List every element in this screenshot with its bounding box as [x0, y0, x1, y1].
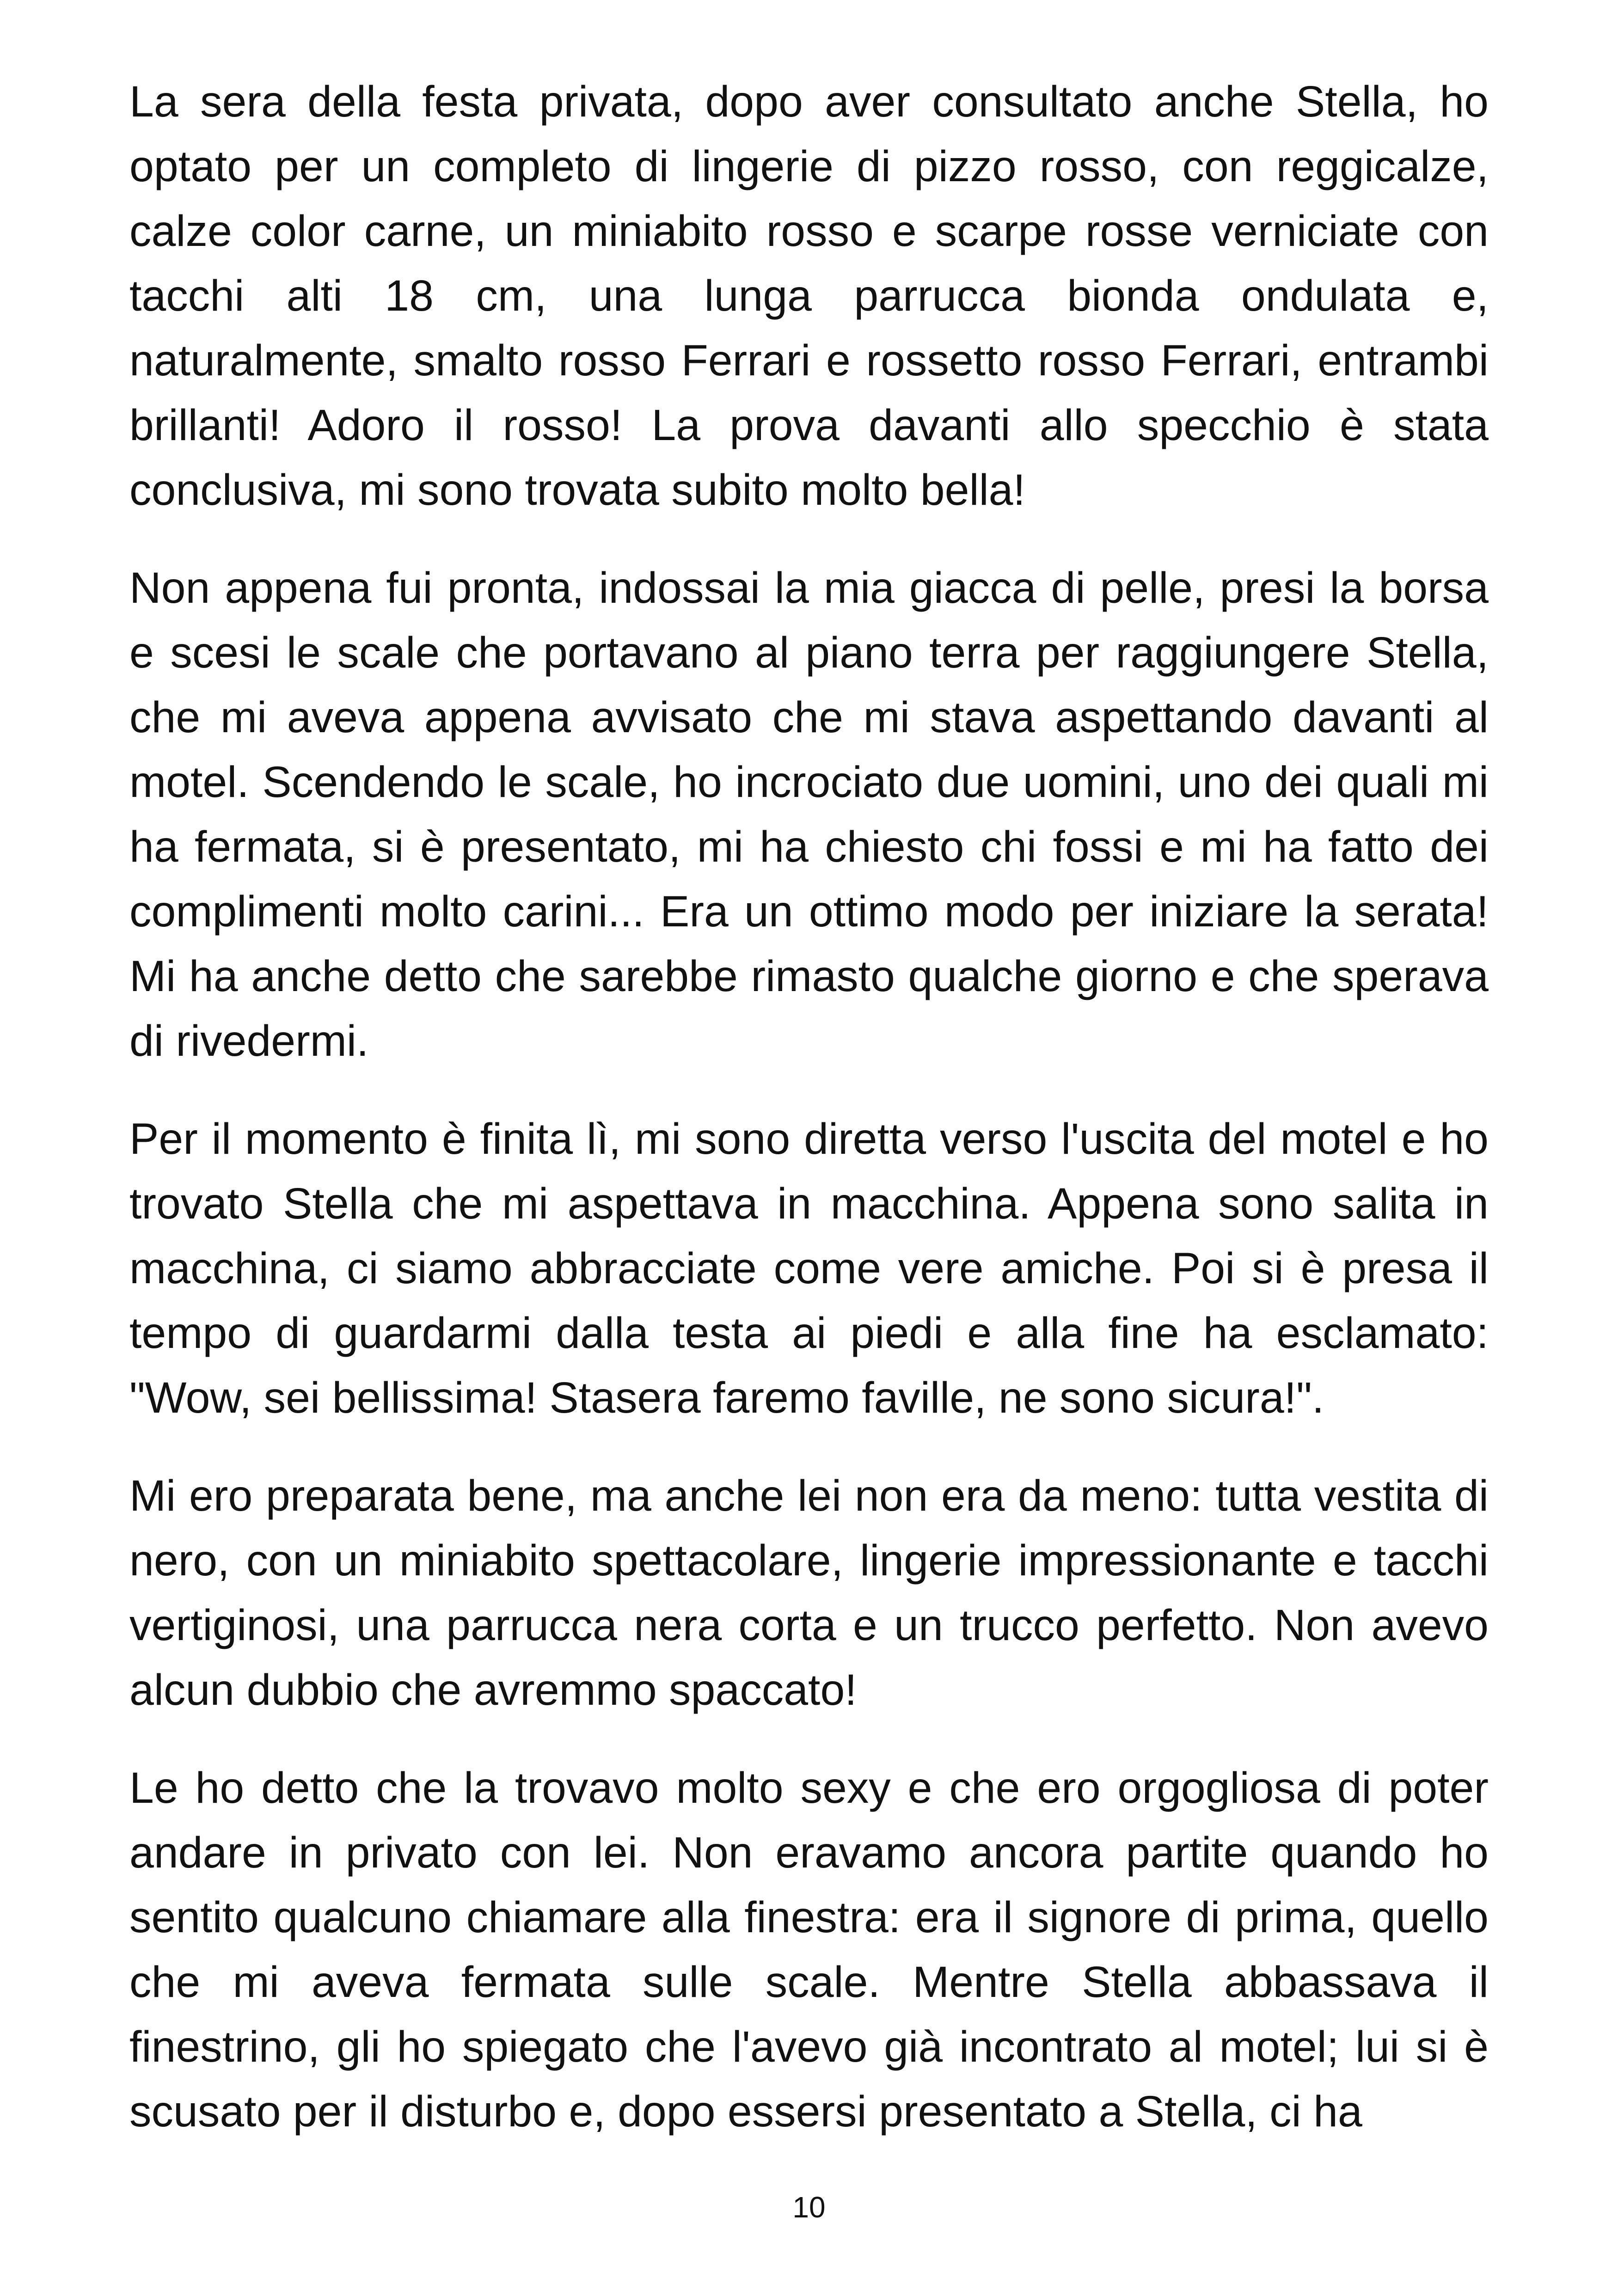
body-text [129, 69, 1489, 2177]
paragraph-4: Mi ero preparata bene, ma anche lei non era da meno: tutta vestita di nero, con un miniabito spettacolare, lingerie impressionante e tacchi vertiginosi, una parrucca nera corta e un trucco perfetto. Non avevo alcun dubbio che avremmo spaccato! [129, 1471, 1489, 1714]
paragraph-3: Per il momento è finita lì, mi sono diretta verso l'uscita del motel e ho trovato Stella che mi aspettava in macchina. Appena sono salita in macchina, ci siamo abbracciate come vere amiche. Poi si è presa il tempo di guardarmi dalla testa ai piedi e alla fine ha esclamato: "Wow, sei bellissima! Stasera faremo faville, ne sono sicura!". [129, 1114, 1489, 1422]
paragraph-1: La sera della festa privata, dopo aver consultato anche Stella, ho optato per un completo di lingerie di pizzo rosso, con reggicalze, calze color carne, un miniabito rosso e scarpe rosse verniciate con tacchi alti 18 cm, una lunga parrucca bionda ondulata e, naturalmente, smalto rosso Ferrari e rossetto rosso Ferrari, entrambi brillanti! Adoro il rosso! La prova davanti allo specchio è stata conclusiva, mi sono trovata subito molto bella! [129, 77, 1489, 514]
page-number: 10 [792, 2191, 826, 2224]
paragraph-2: Non appena fui pronta, indossai la mia giacca di pelle, presi la borsa e scesi le scale che portavano al piano terra per raggiungere Stella, che mi aveva appena avvisato che mi stava aspettando davanti al motel. Scendendo le scale, ho incrociato due uomini, uno dei quali mi ha fermata, si è presentato, mi ha chiesto chi fossi e mi ha fatto dei complimenti molto carini... Era un ottimo modo per iniziare la serata! Mi ha anche detto che sarebbe rimasto qualche giorno e che sperava di rivedermi. [129, 563, 1489, 1065]
paragraph-5: Le ho detto che la trovavo molto sexy e che ero orgogliosa di poter andare in privato con lei. Non eravamo ancora partite quando ho sentito qualcuno chiamare alla finestra: era il signore di prima, quello che mi aveva fermata sulle scale. Mentre Stella abbassava il finestrino, gli ho spiegato che l'avevo già incontrato al motel; lui si è scusato per il disturbo e, dopo essersi presentato a Stella, ci ha [129, 1763, 1489, 2136]
